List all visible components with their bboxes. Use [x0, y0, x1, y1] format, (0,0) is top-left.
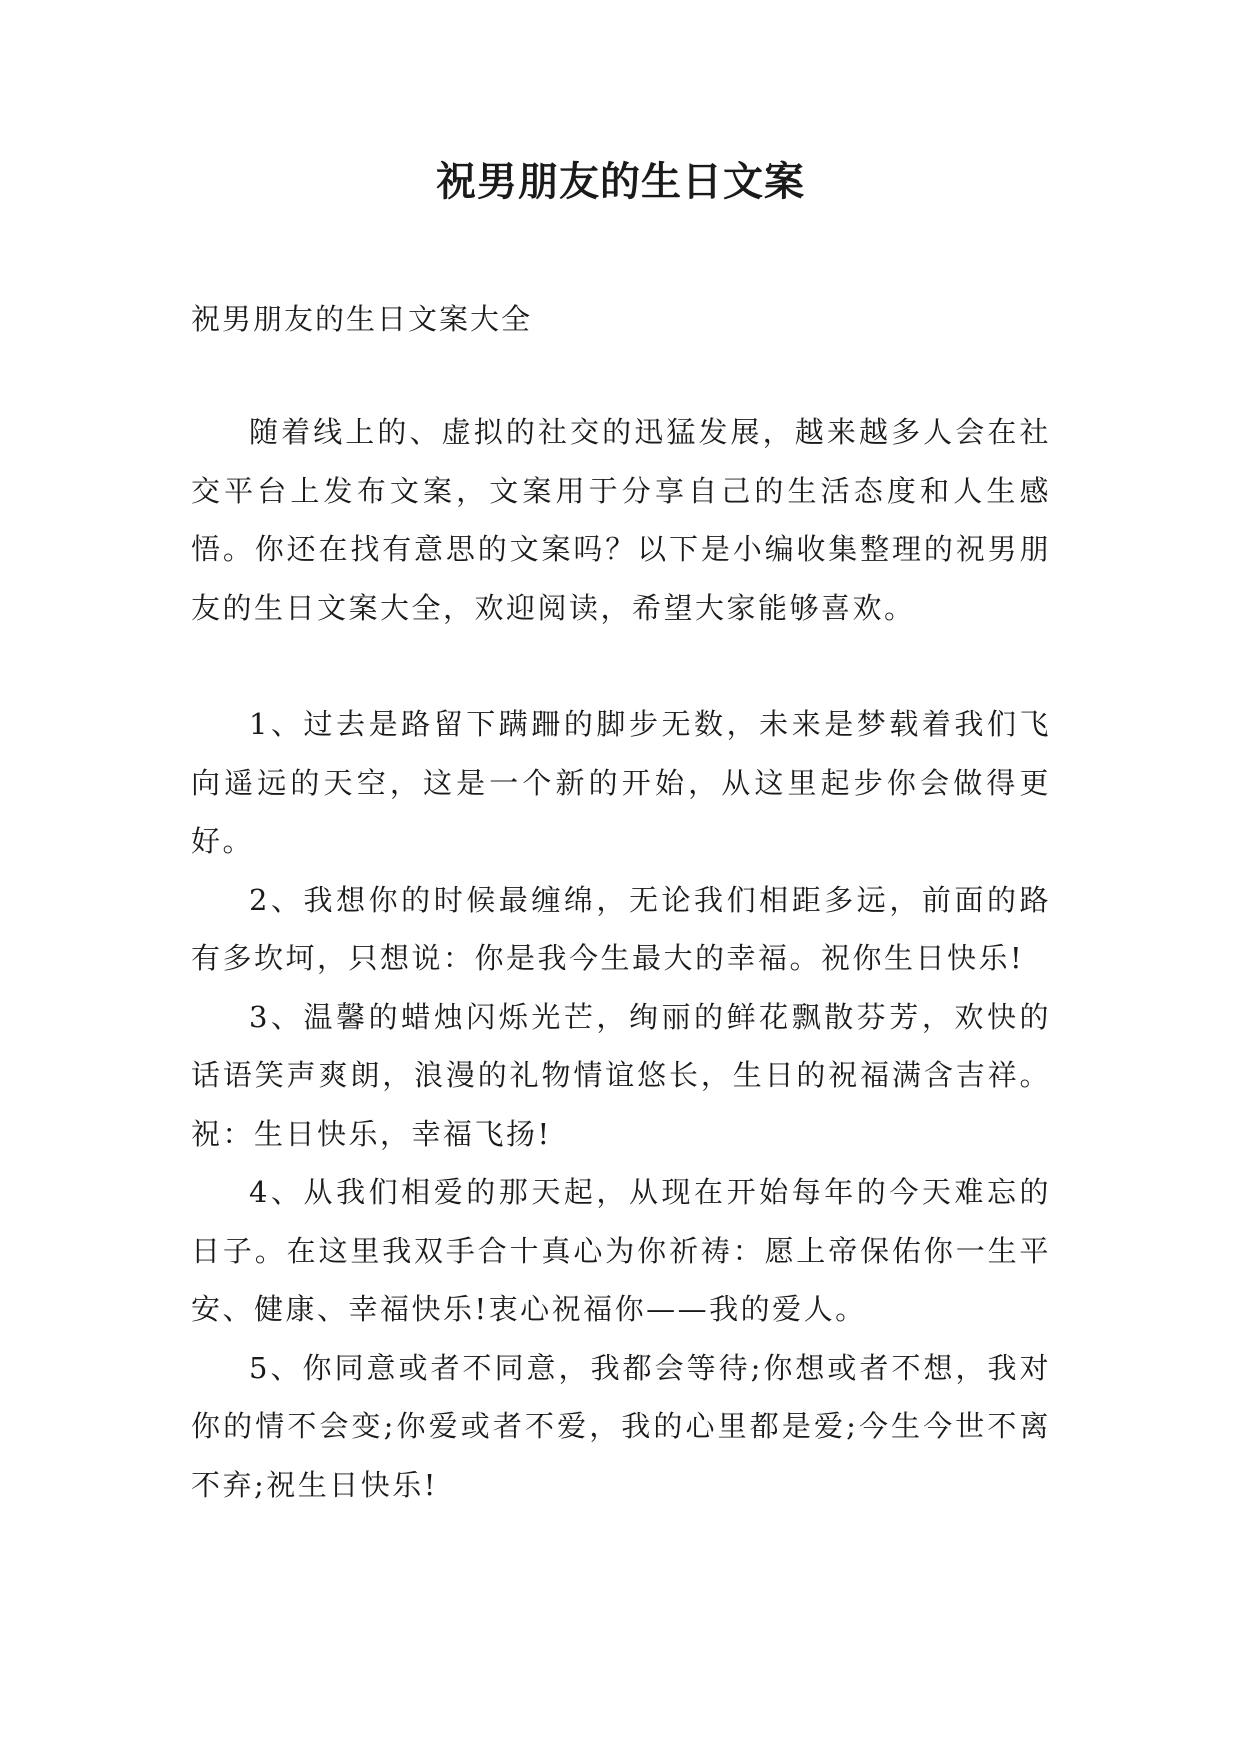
intro-paragraph: 随着线上的、虚拟的社交的迅猛发展，越来越多人会在社交平台上发布文案，文案用于分享自己的生活态度和人生感悟。你还在找有意思的文案吗？以下是小编收集整理的祝男朋友的生日文案大全，欢迎阅读，希望大家能够喜欢。 [191, 415, 1051, 625]
list-item: 3、温馨的蜡烛闪烁光芒，绚丽的鲜花飘散芬芳，欢快的话语笑声爽朗，浪漫的礼物情谊悠长，生日的祝福满含吉祥。祝：生日快乐，幸福飞扬! [191, 999, 1051, 1151]
list-item: 1、过去是路留下蹒跚的脚步无数，未来是梦载着我们飞向遥远的天空，这是一个新的开始，从这里起步你会做得更好。 [191, 707, 1051, 858]
list-item: 4、从我们相爱的那天起，从现在开始每年的今天难忘的日子。在这里我双手合十真心为你祈祷：愿上帝保佑你一生平安、健康、幸福快乐!衷心祝福你——我的爱人。 [191, 1175, 1051, 1326]
document-title: 祝男朋友的生日文案 [436, 159, 805, 205]
document-body [191, 403, 1051, 1514]
list-item: 2、我想你的时候最缠绵，无论我们相距多远，前面的路有多坎坷，只想说：你是我今生最大的幸福。祝你生日快乐! [191, 882, 1051, 975]
document-subtitle: 祝男朋友的生日文案大全 [191, 302, 533, 336]
list-item: 5、你同意或者不同意，我都会等待;你想或者不想，我对你的情不会变;你爱或者不爱，我的心里都是爱;今生今世不离不弃;祝生日快乐! [191, 1350, 1051, 1502]
